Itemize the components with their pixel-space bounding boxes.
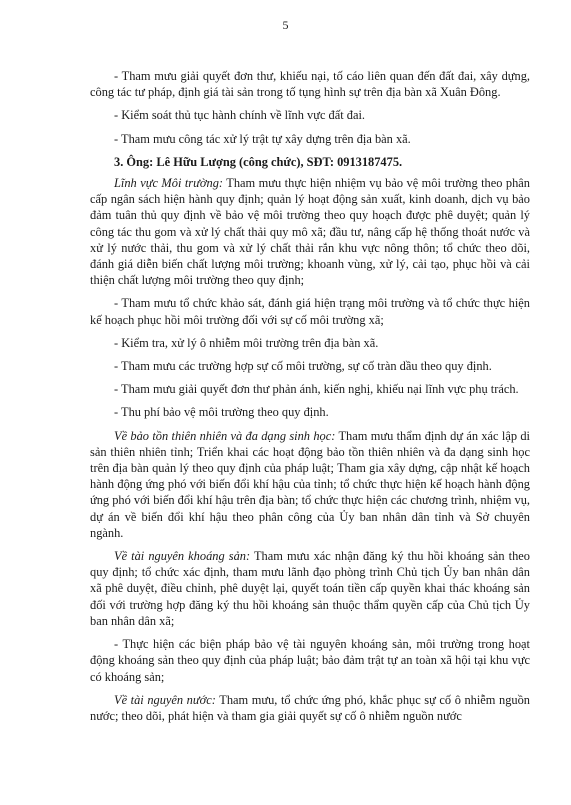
paragraph xyxy=(90,548,530,629)
paragraph-lead: Về tài nguyên khoáng sản: xyxy=(114,549,251,564)
paragraph-text: - Tham mưu công tác xử lý trật tự xây dựng trên địa bàn xã. xyxy=(114,131,411,146)
paragraph xyxy=(90,295,530,327)
paragraph-text: - Kiểm tra, xử lý ô nhiễm môi trường trên địa bàn xã. xyxy=(114,335,379,350)
paragraph-text: Tham mưu thẩm định dự án xác lập di sản thiên nhiên tỉnh; Triển khai các hoạt động bảo tồn thiên nhiên và đa dạng sinh học trên địa bàn quản lý theo quy định của pháp luật; Tham gia xây dựng, cập nhật kế hoạch hành động ứng phó với biến đổi khí hậu của tỉnh; tổ chức thực hiện kế hoạch hành động ứng phó với biến đổi khí hậu trên địa bàn; tổ chức thực hiện các chương trình, nhiệm vụ, dự án về biến đổi khí hậu theo phân công của Ủy ban nhân dân tỉnh và Sở chuyên ngành. xyxy=(90,428,530,540)
section-heading: 3. Ông: Lê Hữu Lượng (công chức), SĐT: 0913187475. xyxy=(114,154,403,169)
paragraph xyxy=(90,175,530,288)
paragraph-lead: Về tài nguyên nước: xyxy=(114,692,216,707)
paragraph-text: - Tham mưu giải quyết đơn thư phản ánh, kiến nghị, khiếu nại lĩnh vực phụ trách. xyxy=(114,382,519,397)
paragraph-lead: Về bảo tồn thiên nhiên và đa dạng sinh học: xyxy=(114,428,336,443)
paragraph-lead: Lĩnh vực Môi trường: xyxy=(114,176,224,191)
paragraph-text: - Tham mưu tổ chức khảo sát, đánh giá hiện trạng môi trường và tổ chức thực hiện kế hoạch phục hồi môi trường đối với sự cố môi trường xã; xyxy=(90,296,530,327)
paragraph-text: - Tham mưu giải quyết đơn thư, khiếu nại, tố cáo liên quan đến đất đai, xây dựng, công tác tư pháp, định giá tài sản trong tố tụng hình sự trên địa bàn xã Xuân Đông. xyxy=(90,69,530,100)
paragraph xyxy=(90,358,530,374)
paragraph xyxy=(90,131,530,147)
paragraph xyxy=(90,68,530,100)
paragraph xyxy=(90,335,530,351)
paragraph xyxy=(90,692,530,724)
paragraph-text: - Thu phí bảo vệ môi trường theo quy định. xyxy=(114,405,329,420)
paragraph-text: Tham mưu, tổ chức ứng phó, khắc phục sự cố ô nhiễm nguồn nước; theo dõi, phát hiện và tham gia giải quyết sự cố ô nhiễm nguồn nước xyxy=(90,692,531,723)
paragraph xyxy=(90,404,530,420)
document-body xyxy=(90,68,530,731)
paragraph-text: Tham mưu xác nhận đăng ký thu hồi khoáng sản theo quy định; tổ chức xác định, tham mưu lãnh đạo phòng trình Chủ tịch Ủy ban nhân dân xã phê duyệt, điều chỉnh, phê duyệt lại, quyết toán tiền cấp quyền khai thác khoáng sản đối với trường hợp đăng ký thu hồi khoáng sản thuộc thẩm quyền cấp của Chủ tịch Ủy ban nhân dân xã; xyxy=(90,549,530,628)
paragraph xyxy=(90,107,530,123)
paragraph-text: - Kiểm soát thủ tục hành chính về lĩnh vực đất đai. xyxy=(114,108,366,123)
paragraph-text: - Thực hiện các biện pháp bảo vệ tài nguyên khoáng sản, môi trường trong hoạt động khoáng sản theo quy định của pháp luật; bảo đảm trật tự an toàn xã hội tại khu vực có khoáng sản; xyxy=(90,637,530,684)
page-number: 5 xyxy=(282,18,289,32)
paragraph xyxy=(90,428,530,541)
paragraph-text: Tham mưu thực hiện nhiệm vụ bảo vệ môi trường theo phân cấp ngân sách hiện hành quy định; quản lý hoạt động sản xuất, kinh doanh, dịch vụ bảo đảm tuân thủ quy định về bảo vệ môi trường theo quy hoạch được phê duyệt; quản lý công tác thu gom và xử lý chất thải quy mô xã; đầu tư, nâng cấp hệ thống thoát nước và xử lý nước thải, thu gom và xử lý chất thải rắn khu vực nông thôn; tổ chức theo dõi, đánh giá diễn biến chất lượng môi trường; khoanh vùng, xử lý, cải tạo, phục hồi và cải thiện chất lượng môi trường theo quy định; xyxy=(90,176,531,288)
paragraph xyxy=(90,381,530,397)
paragraph xyxy=(90,636,530,685)
paragraph-text: - Tham mưu các trường hợp sự cố môi trường, sự cố tràn dầu theo quy định. xyxy=(114,359,492,374)
